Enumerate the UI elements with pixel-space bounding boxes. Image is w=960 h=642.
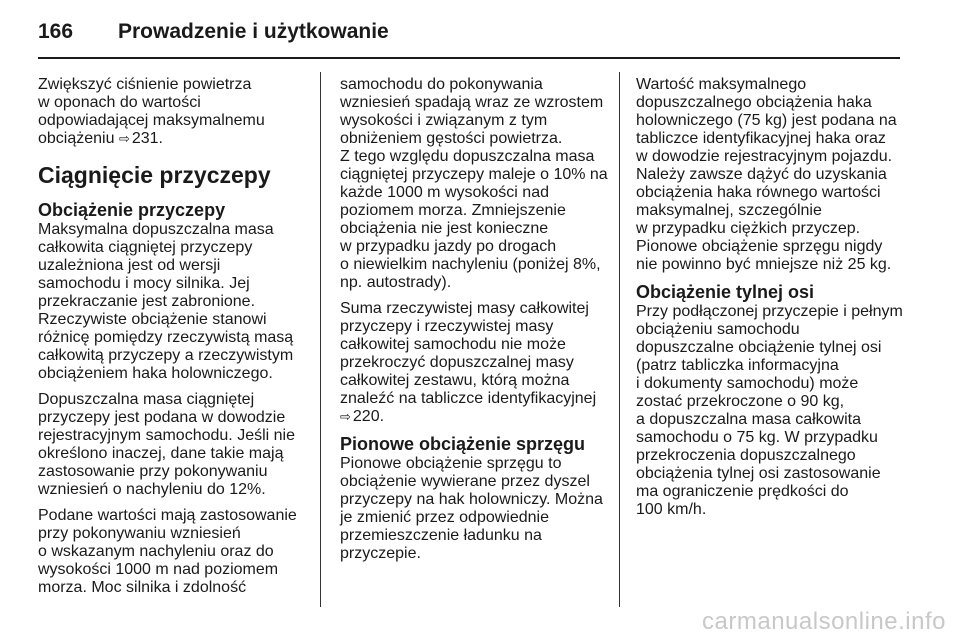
page-reference[interactable]: 220. <box>352 408 385 425</box>
header-rule <box>38 57 900 59</box>
paragraph: Dopuszczalna masa ciągniętej przyczepy jest podana w dowodzie rejestracyjnym samochodu. Jeśli nie określono inaczej, dane takie mają zastosowanie przy pokonywaniu wzniesień o nachyleniu do 12%. <box>38 391 295 498</box>
subsection-title-rear-axle: Obciążenie tylnej osi <box>636 282 815 302</box>
arrow-right-icon: ⇨ <box>118 131 130 146</box>
page-reference[interactable]: 231. <box>131 130 163 147</box>
paragraph-text: Zwiększyć ciśnienie powietrza w oponach do wartości odpowiadającej maksymalnemu obciążeniu <box>38 76 265 147</box>
section-title: Ciągnięcie przyczepy <box>38 162 271 188</box>
arrow-right-icon: ⇨ <box>340 409 351 424</box>
paragraph-text: Suma rzeczywistej masy całkowitej przyczepy i rzeczywistej masy całkowitej samochodu nie może przekroczyć dopuszczalnej masy całkowitej zestawu, którą można znaleźć na tabliczce identyfikacyjnej <box>340 300 597 407</box>
paragraph: samochodu do pokonywania wzniesień spadają wraz ze wzrostem wysokości i związanym z tym obniżeniem gęstości powietrza. Z tego względu dopuszczalna masa ciągniętej przyczepy maleje o 10% na każde 1000 m wysokości nad poziomem morza. Zmniejszenie obciążenia nie jest konieczne w przypadku jazdy po drogach o niewielkim nachyleniu (poniżej 8%, np. autostrady). <box>340 76 608 291</box>
paragraph-tire-pressure <box>38 76 306 148</box>
paragraph: Pionowe obciążenie sprzęgu to obciążenie wywierane przez dyszel przyczepy na hak holowniczy. Można je zmienić przez odpowiednie przemieszczenie ładunku na przyczepie. <box>340 455 603 562</box>
paragraph: Podane wartości mają zastosowanie przy pokonywaniu wzniesień o wskazanym nachyleniu oraz do wysokości 1000 m nad poziomem morza. Moc silnika i zdolność <box>38 507 297 596</box>
paragraph: Przy podłączonej przyczepie i pełnym obciążeniu samochodu dopuszczalne obciążenie tylnej osi (patrz tabliczka informacyjna i dokumenty samochodu) może zostać przekroczone o 90 kg, a dopuszczalna masa całkowita samochodu o 75 kg. W przypadku przekroczenia dopuszczalnego obciążenia tylnej osi zastosowanie ma ograniczenie prędkości do 100 km/h. <box>636 303 903 518</box>
column-divider-1 <box>320 72 321 607</box>
running-title: Prowadzenie i użytkowanie <box>118 20 389 43</box>
watermark: carmanualsonline.info <box>702 608 946 635</box>
subsection-title-trailer-load: Obciążenie przyczepy <box>38 200 226 220</box>
subsection-title-coupling-load: Pionowe obciążenie sprzęgu <box>340 434 586 454</box>
column-3 <box>636 76 906 527</box>
column-1 <box>38 76 306 605</box>
paragraph-total-mass <box>340 300 608 426</box>
page-header <box>38 12 389 52</box>
column-divider-2 <box>619 72 620 607</box>
paragraph: Maksymalna dopuszczalna masa całkowita ciągniętej przyczepy uzależniona jest od wersji samochodu i mocy silnika. Jej przekraczanie jest zabronione. Rzeczywiste obciążenie stanowi różnicę pomiędzy rzeczywistą masą całkowitą przyczepy a rzeczywistym obciążeniem haka holowniczego. <box>38 221 294 382</box>
paragraph: Wartość maksymalnego dopuszczalnego obciążenia haka holowniczego (75 kg) jest podana na tabliczce identyfikacyjnej haka oraz w dowodzie rejestracyjnym pojazdu. Należy zawsze dążyć do uzyskania obciążenia haka równego wartości maksymalnej, szczególnie w przypadku ciężkich przyczep. Pionowe obciążenie sprzęgu nigdy nie powinno być mniejsze niż 25 kg. <box>636 76 897 273</box>
column-2 <box>340 76 608 571</box>
page-number: 166 <box>38 20 74 43</box>
